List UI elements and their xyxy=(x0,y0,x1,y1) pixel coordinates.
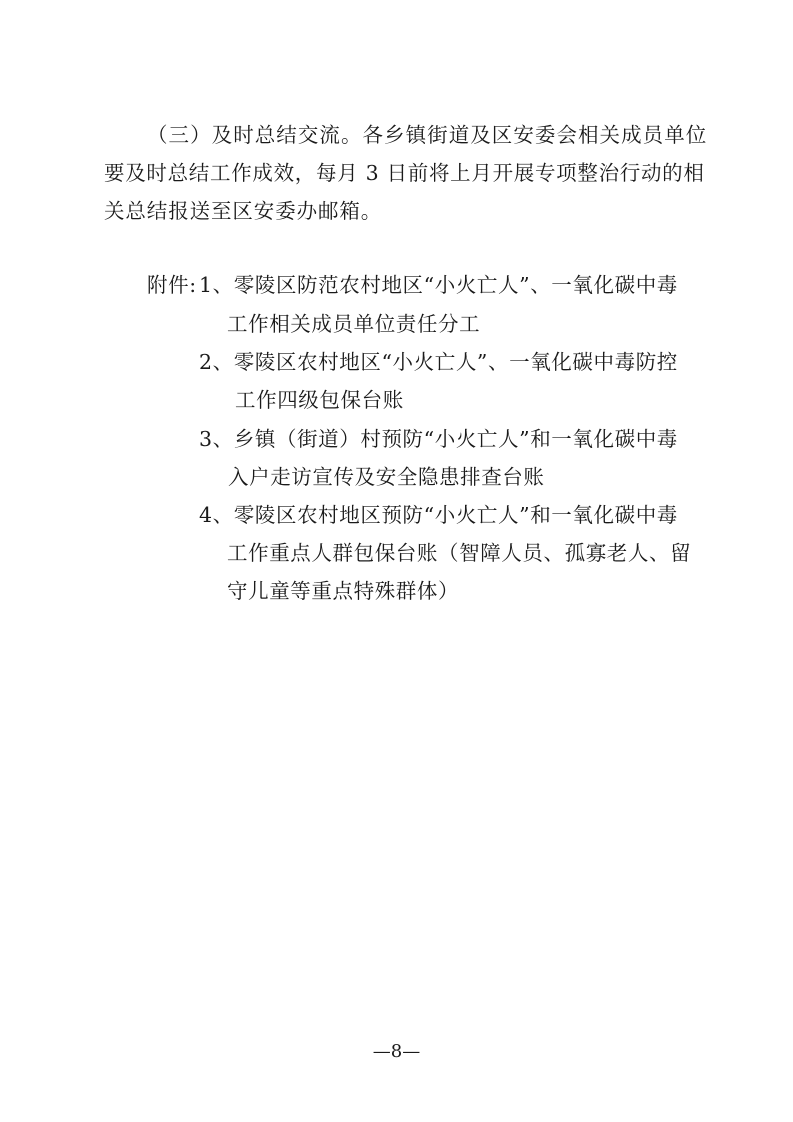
attachment-4-line-2: 工作重点人群包保台账（智障人员、孤寡老人、留 xyxy=(227,541,692,565)
attachment-1-line-2: 工作相关成员单位责任分工 xyxy=(227,312,481,336)
section-line-1: （三）及时总结交流。各乡镇街道及区安委会相关成员单位 xyxy=(147,123,708,147)
attachment-4-line-3: 守儿童等重点特殊群体） xyxy=(227,579,460,603)
attachment-2-line-1: 2、零陵区农村地区“小火亡人”、一氧化碳中毒防控 xyxy=(199,350,678,374)
attachment-1-line-1: 1、零陵区防范农村地区“小火亡人”、一氧化碳中毒 xyxy=(199,273,678,297)
attachment-3-line-1: 3、乡镇（街道）村预防“小火亡人”和一氧化碳中毒 xyxy=(199,427,678,451)
page-number: —8— xyxy=(372,1041,421,1062)
attachment-3-line-2: 入户走访宣传及安全隐患排查台账 xyxy=(228,465,545,489)
section-line-2: 要及时总结工作成效，每月 3 日前将上月开展专项整治行动的相 xyxy=(104,161,705,185)
attachment-2-line-2: 工作四级包保台账 xyxy=(235,388,404,412)
attachment-4-line-1: 4、零陵区农村地区预防“小火亡人”和一氧化碳中毒 xyxy=(199,503,678,527)
section-line-3: 关总结报送至区安委办邮箱。 xyxy=(104,199,383,223)
attachments-label: 附件: xyxy=(147,273,197,297)
